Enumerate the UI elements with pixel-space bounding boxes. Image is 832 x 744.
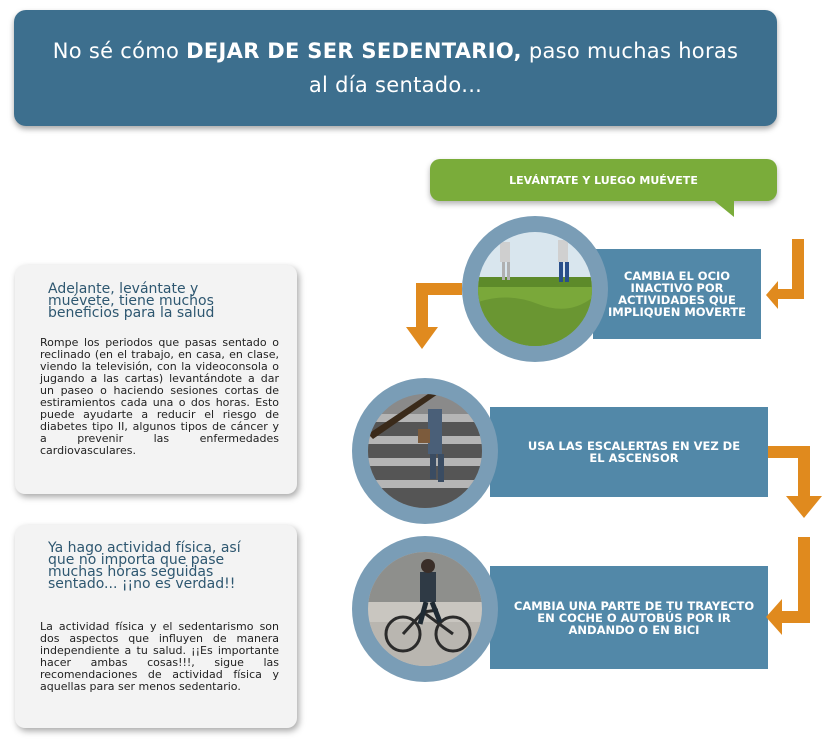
step-1-label: CAMBIA EL OCIO INACTIVO POR ACTIVIDADES QUE IMPLIQUEN MOVERTE xyxy=(607,269,747,319)
step-3-band xyxy=(490,566,768,669)
arrow-icon-right-bottom xyxy=(764,535,826,639)
step-1-photo xyxy=(478,232,592,346)
info-card-2 xyxy=(15,525,297,728)
info-card-1 xyxy=(15,265,297,494)
header-line1-post: paso muchas horas xyxy=(521,39,739,63)
info-card-1-body: Rompe los periodos que pasas sentado o reclinado (en el trabajo, en casa, en clase, viendo la televisión, con la videoconsola o jugando a las cartas) levantándote a dar un paseo o haciendo sesiones cortas de estiramientos cada una o dos horas. Esto puede ayudarte a reducir el riesgo de diabetes tipo II, algunos tipos de cáncer y a prevenir las enfermedades cardiovasculares. xyxy=(40,336,279,457)
callout-label: LEVÁNTATE Y LUEGO MUÉVETE xyxy=(509,173,698,187)
step-1-band xyxy=(593,249,761,339)
step-3-photo xyxy=(368,552,482,666)
callout-tail xyxy=(712,199,734,217)
header-line2: al día sentado... xyxy=(308,73,483,97)
step-3-label: CAMBIA UNA PARTE DE TU TRAYECTO EN COCHE O AUTOBÚS POR IR ANDANDO O EN BICI xyxy=(513,598,755,637)
arrow-icon-left-down xyxy=(404,277,464,351)
info-card-2-body: La actividad física y el sedentarismo son dos aspectos que influyen de manera independiente a tu salud. ¡¡Es importante hacer ambas cosas!!!, sigue las recomendaciones de actividad física y aquellas para ser menos sedentario. xyxy=(40,620,279,693)
header-banner xyxy=(14,10,777,126)
arrow-icon-right-top xyxy=(764,237,814,317)
step-2-label: USA LAS ESCALERTAS EN VEZ DE EL ASCENSOR xyxy=(527,439,741,465)
callout-pill xyxy=(430,159,777,201)
info-card-1-title: Adelante, levántate y muévete, tiene muchos beneficios para la salud xyxy=(48,281,215,321)
header-title xyxy=(36,34,756,102)
arrow-icon-right-down xyxy=(766,444,828,520)
info-card-2-title: Ya hago actividad física, así que no importa que pase muchas horas seguidas sentado... ¡¡no es verdad!! xyxy=(48,540,241,592)
header-line1-pre: No sé cómo xyxy=(52,39,187,63)
header-line1-bold: DEJAR DE SER SEDENTARIO, xyxy=(186,39,522,63)
step-2-band xyxy=(490,407,768,497)
step-2-photo xyxy=(368,394,482,508)
